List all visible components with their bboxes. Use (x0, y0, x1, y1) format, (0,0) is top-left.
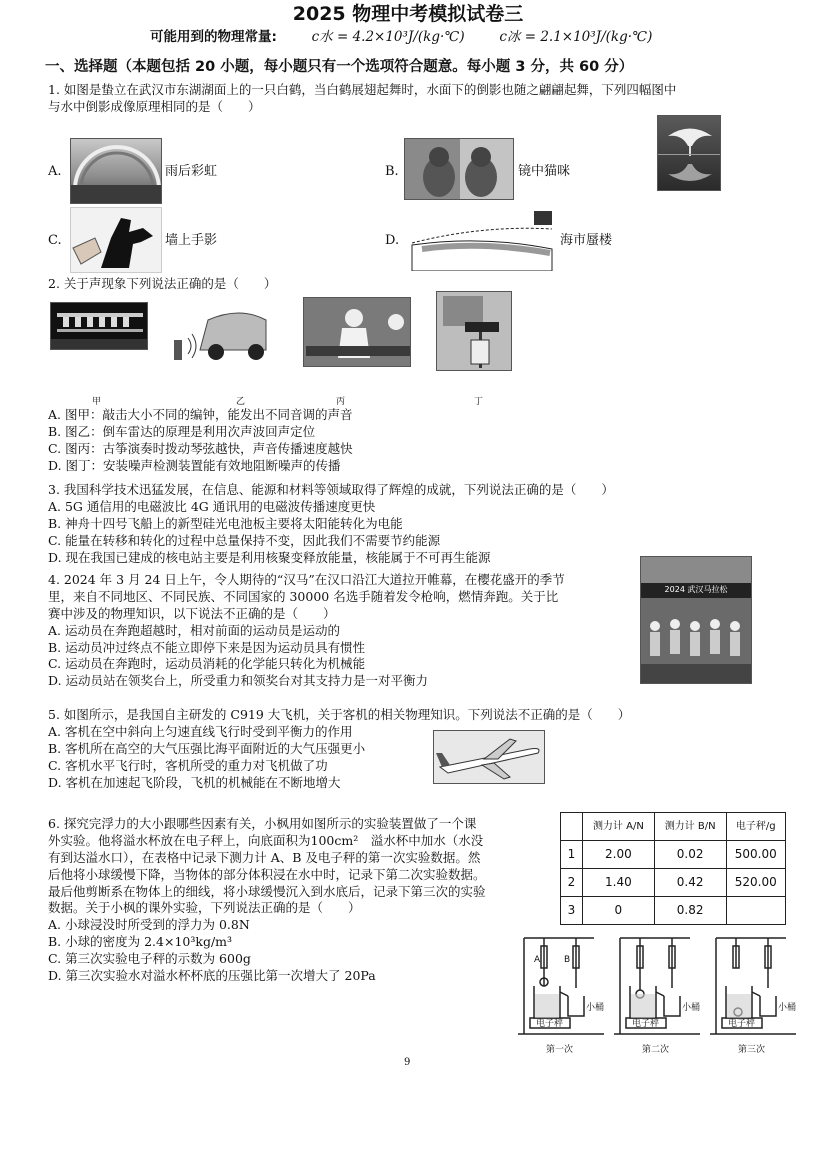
parking-radar-image (170, 300, 270, 366)
bucket-label-2: 小桶 (682, 1003, 701, 1013)
q3-option-c: C. 能量在转移和转化的过程中总量保持不变，因此我们不需要节约能源 (48, 532, 441, 548)
bells-image (50, 302, 148, 350)
q6-option-c: C. 第三次实验电子秤的示数为 600g (48, 951, 251, 966)
constants-label: 可能用到的物理常量: (150, 29, 277, 45)
table-header-cell: 电子秤/g (726, 813, 785, 841)
q4-option-a: A. 运动员在奔跑超越时，相对前面的运动员是运动的 (48, 622, 340, 638)
q5-option-a: A. 客机在空中斜向上匀速直线飞行时受到平衡力的作用 (48, 723, 353, 739)
caption-first: 第一次 (546, 1045, 574, 1055)
q1-line2: 与水中倒影成像原理相同的是（ ） (48, 98, 261, 114)
page-number: 9 (404, 1057, 411, 1068)
q6-block (48, 816, 548, 985)
table-cell: 0 (583, 897, 655, 925)
q4-option-b: B. 运动员冲过终点不能立即停下来是因为运动员具有惯性 (48, 639, 366, 655)
experiment-figure (514, 932, 804, 1060)
q1-option-a-letter: A. (48, 164, 62, 179)
table-header-cell (561, 813, 583, 841)
q2-stem: 2. 关于声现象下列说法正确的是（ ） (48, 276, 277, 291)
bucket-label-1: 小桶 (586, 1003, 605, 1013)
table-row (561, 869, 786, 897)
q3-option-a: A. 5G 通信用的电磁波比 4G 通讯用的电磁波传播速度更快 (48, 498, 376, 514)
ice-constant: c冰 = 2.1×10³J/(kg·℃) (499, 29, 653, 45)
table-cell: 2.00 (583, 841, 655, 869)
caption-third: 第三次 (738, 1045, 766, 1055)
table-header-row (561, 813, 786, 841)
section-heading: 一、选择题（本题包括 20 小题，每小题只有一个选项符合题意。每小题 3 分，共 60 分） (45, 59, 634, 75)
noise-monitor-image (436, 291, 512, 371)
q5-option-c: C. 客机水平飞行时，客机所受的重力对飞机做了功 (48, 757, 328, 773)
spring-scale-a-label: A (534, 955, 541, 965)
table-cell: 2 (561, 869, 583, 897)
table-cell: 3 (561, 897, 583, 925)
q6-option-a: A. 小球浸没时所受到的浮力为 0.8N (48, 917, 250, 933)
table-cell: 1 (561, 841, 583, 869)
hand-shadow-image (70, 207, 162, 273)
q6-line5: 最后他剪断系在物体上的细线，将小球缓慢沉入到水底后，记录下第三次的实验 (48, 883, 486, 899)
marathon-banner: 2024 武汉马拉松 (641, 583, 751, 598)
scale-label-1: 电子秤 (536, 1019, 564, 1029)
q1-option-c-text: 墙上手影 (165, 233, 218, 248)
table-header-cell: 测力计 B/N (654, 813, 726, 841)
caption-second: 第二次 (642, 1045, 670, 1055)
q5-option-b: B. 客机所在高空的大气压强比海平面附近的大气压强更小 (48, 740, 366, 756)
q2-option-d: D. 图丁：安装噪声检测装置能有效地阻断噪声的传播 (48, 457, 341, 473)
q4-block (48, 572, 638, 690)
table-row (561, 841, 786, 869)
water-constant: c水 = 4.2×10³J/(kg·℃) (311, 29, 465, 45)
q5-block (48, 707, 768, 791)
rainbow-image (70, 138, 162, 204)
q3-option-d: D. 现在我国已建成的核电站主要是利用核聚变释放能量，核能属于不可再生能源 (48, 549, 491, 565)
q6-option-b: B. 小球的密度为 2.4×10³kg/m³ (48, 934, 233, 950)
q4-option-c: C. 运动员在奔跑时，运动员消耗的化学能只转化为机械能 (48, 656, 366, 672)
figure-label-ding: 丁 (474, 397, 484, 407)
c919-airplane-image (433, 730, 545, 784)
table-header-cell: 测力计 A/N (583, 813, 655, 841)
q5-option-d: D. 客机在加速起飞阶段，飞机的机械能在不断地增大 (48, 774, 341, 790)
mirage-image (402, 205, 557, 271)
crane-reflection-image (657, 115, 721, 191)
table-cell: 1.40 (583, 869, 655, 897)
q2-option-b: B. 图乙：倒车雷达的原理是利用次声波回声定位 (48, 423, 316, 439)
q1-option-c-letter: C. (48, 233, 62, 248)
table-cell: 0.42 (654, 869, 726, 897)
figure-label-yi: 乙 (236, 397, 246, 407)
q6-option-d: D. 第三次实验水对溢水杯杯底的压强比第一次增大了 20Pa (48, 967, 376, 983)
q6-line1: 6. 探究完浮力的大小跟哪些因素有关，小枫用如图所示的实验装置做了一个课 (48, 816, 477, 831)
q4-line1: 4. 2024 年 3 月 24 日上午，令人期待的“汉马”在汉口沿江大道拉开帷幕，在樱花盛开的季节 (48, 572, 565, 587)
scale-label-3: 电子秤 (728, 1019, 756, 1029)
figure-label-jia: 甲 (92, 397, 102, 407)
spring-scale-b-label: B (564, 955, 571, 965)
table-cell: 0.82 (654, 897, 726, 925)
figure-label-bing: 丙 (336, 397, 346, 407)
q2-option-a: A. 图甲：敲击大小不同的编钟，能发出不同音调的声音 (48, 407, 353, 422)
q2-option-c: C. 图丙：古筝演奏时拨动琴弦越快，声音传播速度越快 (48, 440, 353, 456)
marathon-image (640, 556, 752, 684)
cat-mirror-image (404, 138, 514, 200)
table-row (561, 897, 786, 925)
q3-option-b: B. 神舟十四号飞船上的新型硅光电池板主要将太阳能转化为电能 (48, 515, 403, 531)
q6-line3: 有到达溢水口），在表格中记录下测力计 A、B 及电子秤的第一次实验数据。然 (48, 849, 481, 865)
q6-line6: 数据。关于小枫的课外实验，下列说法正确的是（ ） (48, 900, 361, 916)
table-cell (726, 897, 785, 925)
page-title: 2025 物理中考模拟试卷三 (292, 3, 524, 25)
q5-stem: 5. 如图所示，是我国自主研发的 C919 大飞机，关于客机的相关物理知识。下列说法不正确的是（ ） (48, 707, 631, 722)
constants-line (150, 28, 652, 46)
table-cell: 520.00 (726, 869, 785, 897)
q6-line4: 后他将小球缓慢下降，当物体的部分体积浸在水中时，记录下第二次实验数据。 (48, 866, 486, 882)
q1-option-b-letter: B. (385, 164, 399, 179)
q3-stem: 3. 我国科学技术迅猛发展，在信息、能源和材料等领域取得了辉煌的成就，下列说法正确的是（ ） (48, 482, 614, 497)
table-cell: 0.02 (654, 841, 726, 869)
q4-line3: 赛中涉及的物理知识，以下说法不正确的是（ ） (48, 605, 336, 621)
table-cell: 500.00 (726, 841, 785, 869)
q1-option-d-text: 海市蜃楼 (560, 233, 613, 248)
q1-option-d-letter: D. (385, 233, 400, 248)
q2-options (48, 407, 768, 475)
q4-option-d: D. 运动员站在领奖台上，所受重力和领奖台对其支持力是一对平衡力 (48, 673, 429, 689)
q1-stem (48, 82, 768, 116)
q1-line1: 1. 如图是蛰立在武汉市东湖湖面上的一只白鹤，当白鹤展翅起舞时，水面下的倒影也随之翩翩起舞，下列四幅图中 (48, 82, 677, 97)
q1-option-a-text: 雨后彩虹 (165, 164, 218, 179)
q6-data-table (560, 812, 786, 925)
scale-label-2: 电子秤 (632, 1019, 660, 1029)
q1-option-b-text: 镜中猫咪 (518, 164, 571, 179)
q4-line2: 里，来自不同地区、不同民族、不同国家的 30000 名选手随着发令枪响，燃情奔跑。关于比 (48, 588, 559, 604)
guzheng-image (303, 297, 411, 367)
bucket-label-3: 小桶 (778, 1003, 797, 1013)
q3-block (48, 482, 768, 566)
q6-line2: 外实验。他将溢水杯放在电子秤上，向底面积为100cm² 溢水杯中加水（水没 (48, 832, 484, 848)
